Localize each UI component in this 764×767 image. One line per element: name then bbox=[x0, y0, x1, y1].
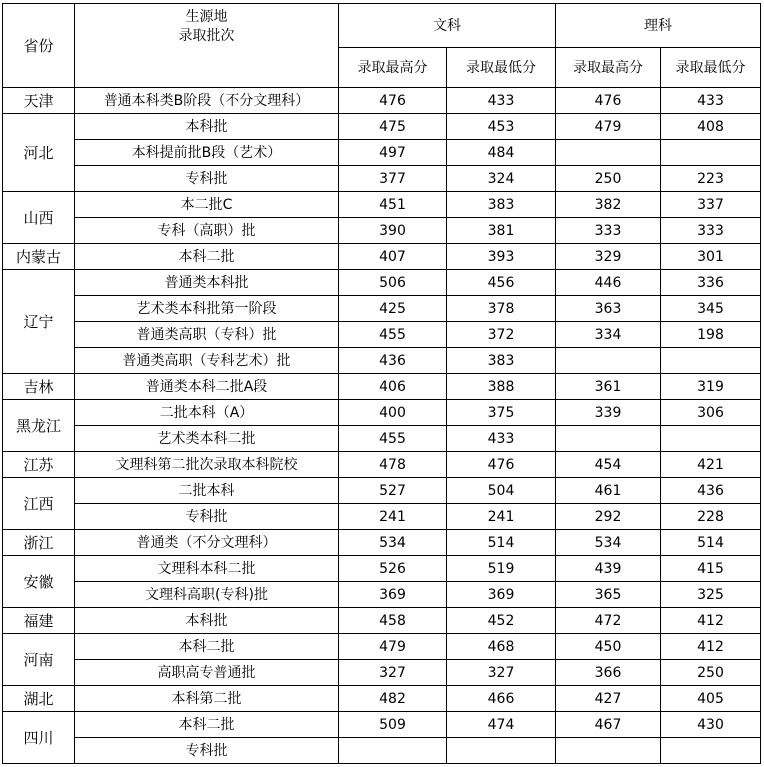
wenke-max-cell: 479 bbox=[339, 634, 447, 660]
wenke-min-cell: 456 bbox=[447, 270, 556, 296]
province-cell: 辽宁 bbox=[3, 270, 75, 374]
batch-cell: 文理科第二批次录取本科院校 bbox=[75, 452, 339, 478]
table-row bbox=[3, 712, 761, 738]
like-max-cell: 292 bbox=[556, 504, 661, 530]
like-max-cell: 472 bbox=[556, 608, 661, 634]
batch-cell: 本二批C bbox=[75, 192, 339, 218]
wenke-max-cell: 509 bbox=[339, 712, 447, 738]
like-min-cell: 405 bbox=[661, 686, 761, 712]
wenke-min-cell: 327 bbox=[447, 660, 556, 686]
like-min-cell bbox=[661, 426, 761, 452]
batch-cell: 艺术类本科二批 bbox=[75, 426, 339, 452]
like-min-cell bbox=[661, 348, 761, 374]
like-min-cell: 436 bbox=[661, 478, 761, 504]
table-row bbox=[3, 244, 761, 270]
like-max-cell bbox=[556, 348, 661, 374]
wenke-max-cell: 458 bbox=[339, 608, 447, 634]
wenke-min-cell: 393 bbox=[447, 244, 556, 270]
wenke-max-cell: 534 bbox=[339, 530, 447, 556]
table-row bbox=[3, 348, 761, 374]
wenke-max-cell: 369 bbox=[339, 582, 447, 608]
batch-cell: 普通类（不分文理科） bbox=[75, 530, 339, 556]
wenke-min-cell: 453 bbox=[447, 114, 556, 140]
like-max-cell: 427 bbox=[556, 686, 661, 712]
like-max-cell: 476 bbox=[556, 88, 661, 114]
wenke-min-cell: 378 bbox=[447, 296, 556, 322]
wenke-min-cell: 519 bbox=[447, 556, 556, 582]
wenke-max-cell: 451 bbox=[339, 192, 447, 218]
wenke-max-cell: 527 bbox=[339, 478, 447, 504]
wenke-max-cell: 506 bbox=[339, 270, 447, 296]
like-min-cell: 433 bbox=[661, 88, 761, 114]
like-min-cell: 514 bbox=[661, 530, 761, 556]
province-cell: 黑龙江 bbox=[3, 400, 75, 452]
batch-cell: 艺术类本科批第一阶段 bbox=[75, 296, 339, 322]
wenke-min-cell: 466 bbox=[447, 686, 556, 712]
wenke-max-cell: 241 bbox=[339, 504, 447, 530]
batch-cell: 普通类本科批 bbox=[75, 270, 339, 296]
like-min-header: 录取最低分 bbox=[661, 48, 761, 88]
like-min-cell: 301 bbox=[661, 244, 761, 270]
like-max-cell: 446 bbox=[556, 270, 661, 296]
like-min-cell: 408 bbox=[661, 114, 761, 140]
like-min-cell: 415 bbox=[661, 556, 761, 582]
province-header: 省份 bbox=[3, 4, 75, 88]
wenke-header: 文科 bbox=[339, 4, 556, 48]
batch-header-line2: 录取批次 bbox=[178, 28, 235, 44]
like-min-cell: 250 bbox=[661, 660, 761, 686]
batch-cell: 本科批 bbox=[75, 114, 339, 140]
table-row bbox=[3, 686, 761, 712]
batch-cell: 专科（高职）批 bbox=[75, 218, 339, 244]
batch-cell: 专科批 bbox=[75, 738, 339, 764]
province-cell: 山西 bbox=[3, 192, 75, 244]
province-cell: 福建 bbox=[3, 608, 75, 634]
batch-cell: 高职高专普通批 bbox=[75, 660, 339, 686]
like-max-cell: 479 bbox=[556, 114, 661, 140]
like-min-cell: 333 bbox=[661, 218, 761, 244]
wenke-min-header: 录取最低分 bbox=[447, 48, 556, 88]
batch-cell: 本科二批 bbox=[75, 634, 339, 660]
table-row bbox=[3, 478, 761, 504]
wenke-min-cell: 381 bbox=[447, 218, 556, 244]
batch-cell: 普通类本科二批A段 bbox=[75, 374, 339, 400]
table-body bbox=[3, 88, 761, 764]
table-row bbox=[3, 192, 761, 218]
wenke-max-cell: 327 bbox=[339, 660, 447, 686]
province-cell: 浙江 bbox=[3, 530, 75, 556]
like-max-cell: 339 bbox=[556, 400, 661, 426]
table-row bbox=[3, 400, 761, 426]
wenke-min-cell: 474 bbox=[447, 712, 556, 738]
like-min-cell: 336 bbox=[661, 270, 761, 296]
table-row bbox=[3, 452, 761, 478]
table-row bbox=[3, 270, 761, 296]
province-cell: 四川 bbox=[3, 712, 75, 764]
like-min-cell: 412 bbox=[661, 608, 761, 634]
like-min-cell: 325 bbox=[661, 582, 761, 608]
wenke-min-cell: 452 bbox=[447, 608, 556, 634]
wenke-max-cell: 497 bbox=[339, 140, 447, 166]
like-min-cell: 345 bbox=[661, 296, 761, 322]
table-row bbox=[3, 660, 761, 686]
table-row bbox=[3, 166, 761, 192]
province-cell: 河南 bbox=[3, 634, 75, 686]
wenke-min-cell: 484 bbox=[447, 140, 556, 166]
batch-cell: 本科二批 bbox=[75, 712, 339, 738]
table-row bbox=[3, 530, 761, 556]
like-max-cell: 366 bbox=[556, 660, 661, 686]
like-max-cell bbox=[556, 738, 661, 764]
table-row bbox=[3, 504, 761, 530]
wenke-min-cell: 324 bbox=[447, 166, 556, 192]
table-row bbox=[3, 582, 761, 608]
wenke-min-cell: 383 bbox=[447, 348, 556, 374]
like-max-header: 录取最高分 bbox=[556, 48, 661, 88]
like-max-cell: 361 bbox=[556, 374, 661, 400]
province-cell: 江苏 bbox=[3, 452, 75, 478]
province-cell: 安徽 bbox=[3, 556, 75, 608]
wenke-min-cell: 514 bbox=[447, 530, 556, 556]
batch-cell: 专科批 bbox=[75, 166, 339, 192]
table-row bbox=[3, 556, 761, 582]
province-cell: 江西 bbox=[3, 478, 75, 530]
table-row bbox=[3, 88, 761, 114]
batch-cell: 文理科高职(专科)批 bbox=[75, 582, 339, 608]
batch-cell: 本科批 bbox=[75, 608, 339, 634]
wenke-max-cell: 476 bbox=[339, 88, 447, 114]
like-max-cell: 467 bbox=[556, 712, 661, 738]
wenke-max-cell: 526 bbox=[339, 556, 447, 582]
wenke-max-cell: 478 bbox=[339, 452, 447, 478]
like-max-cell: 329 bbox=[556, 244, 661, 270]
wenke-min-cell: 369 bbox=[447, 582, 556, 608]
batch-header-line1: 生源地 bbox=[185, 9, 228, 25]
table-row bbox=[3, 114, 761, 140]
wenke-max-cell: 406 bbox=[339, 374, 447, 400]
batch-cell: 二批本科（A） bbox=[75, 400, 339, 426]
batch-cell: 普通本科类B阶段（不分文理科） bbox=[75, 88, 339, 114]
admission-score-table bbox=[2, 3, 761, 764]
batch-cell: 二批本科 bbox=[75, 478, 339, 504]
batch-header bbox=[75, 4, 339, 88]
wenke-min-cell: 433 bbox=[447, 426, 556, 452]
batch-cell: 普通类高职（专科艺术）批 bbox=[75, 348, 339, 374]
wenke-min-cell: 375 bbox=[447, 400, 556, 426]
table-row bbox=[3, 374, 761, 400]
like-max-cell: 365 bbox=[556, 582, 661, 608]
wenke-max-cell: 455 bbox=[339, 322, 447, 348]
wenke-min-cell: 504 bbox=[447, 478, 556, 504]
wenke-max-cell: 436 bbox=[339, 348, 447, 374]
province-cell: 吉林 bbox=[3, 374, 75, 400]
batch-cell: 普通类高职（专科）批 bbox=[75, 322, 339, 348]
table-row bbox=[3, 296, 761, 322]
wenke-min-cell: 383 bbox=[447, 192, 556, 218]
like-header: 理科 bbox=[556, 4, 761, 48]
wenke-min-cell: 433 bbox=[447, 88, 556, 114]
table-row bbox=[3, 634, 761, 660]
like-max-cell bbox=[556, 140, 661, 166]
like-min-cell bbox=[661, 140, 761, 166]
wenke-min-cell: 468 bbox=[447, 634, 556, 660]
wenke-max-header: 录取最高分 bbox=[339, 48, 447, 88]
wenke-min-cell: 241 bbox=[447, 504, 556, 530]
wenke-max-cell: 482 bbox=[339, 686, 447, 712]
batch-cell: 本科二批 bbox=[75, 244, 339, 270]
province-cell: 湖北 bbox=[3, 686, 75, 712]
province-cell: 内蒙古 bbox=[3, 244, 75, 270]
wenke-min-cell: 476 bbox=[447, 452, 556, 478]
wenke-min-cell: 388 bbox=[447, 374, 556, 400]
like-min-cell: 412 bbox=[661, 634, 761, 660]
table-row bbox=[3, 426, 761, 452]
like-max-cell: 450 bbox=[556, 634, 661, 660]
table-row bbox=[3, 322, 761, 348]
like-min-cell: 228 bbox=[661, 504, 761, 530]
like-min-cell: 306 bbox=[661, 400, 761, 426]
like-min-cell bbox=[661, 738, 761, 764]
wenke-max-cell: 390 bbox=[339, 218, 447, 244]
like-max-cell: 250 bbox=[556, 166, 661, 192]
batch-cell: 本科提前批B段（艺术） bbox=[75, 140, 339, 166]
like-max-cell bbox=[556, 426, 661, 452]
like-min-cell: 319 bbox=[661, 374, 761, 400]
table-row bbox=[3, 608, 761, 634]
table-row bbox=[3, 140, 761, 166]
like-min-cell: 430 bbox=[661, 712, 761, 738]
wenke-min-cell bbox=[447, 738, 556, 764]
like-max-cell: 363 bbox=[556, 296, 661, 322]
like-min-cell: 223 bbox=[661, 166, 761, 192]
wenke-max-cell: 400 bbox=[339, 400, 447, 426]
wenke-max-cell: 407 bbox=[339, 244, 447, 270]
like-max-cell: 454 bbox=[556, 452, 661, 478]
like-min-cell: 421 bbox=[661, 452, 761, 478]
batch-cell: 专科批 bbox=[75, 504, 339, 530]
like-max-cell: 334 bbox=[556, 322, 661, 348]
like-max-cell: 333 bbox=[556, 218, 661, 244]
wenke-max-cell: 377 bbox=[339, 166, 447, 192]
province-cell: 天津 bbox=[3, 88, 75, 114]
wenke-max-cell: 475 bbox=[339, 114, 447, 140]
like-max-cell: 439 bbox=[556, 556, 661, 582]
like-min-cell: 337 bbox=[661, 192, 761, 218]
like-max-cell: 534 bbox=[556, 530, 661, 556]
wenke-max-cell bbox=[339, 738, 447, 764]
wenke-max-cell: 425 bbox=[339, 296, 447, 322]
like-max-cell: 382 bbox=[556, 192, 661, 218]
province-cell: 河北 bbox=[3, 114, 75, 192]
table-row bbox=[3, 738, 761, 764]
wenke-min-cell: 372 bbox=[447, 322, 556, 348]
batch-cell: 本科第二批 bbox=[75, 686, 339, 712]
table-row bbox=[3, 218, 761, 244]
batch-cell: 文理科本科二批 bbox=[75, 556, 339, 582]
like-max-cell: 461 bbox=[556, 478, 661, 504]
like-min-cell: 198 bbox=[661, 322, 761, 348]
wenke-max-cell: 455 bbox=[339, 426, 447, 452]
